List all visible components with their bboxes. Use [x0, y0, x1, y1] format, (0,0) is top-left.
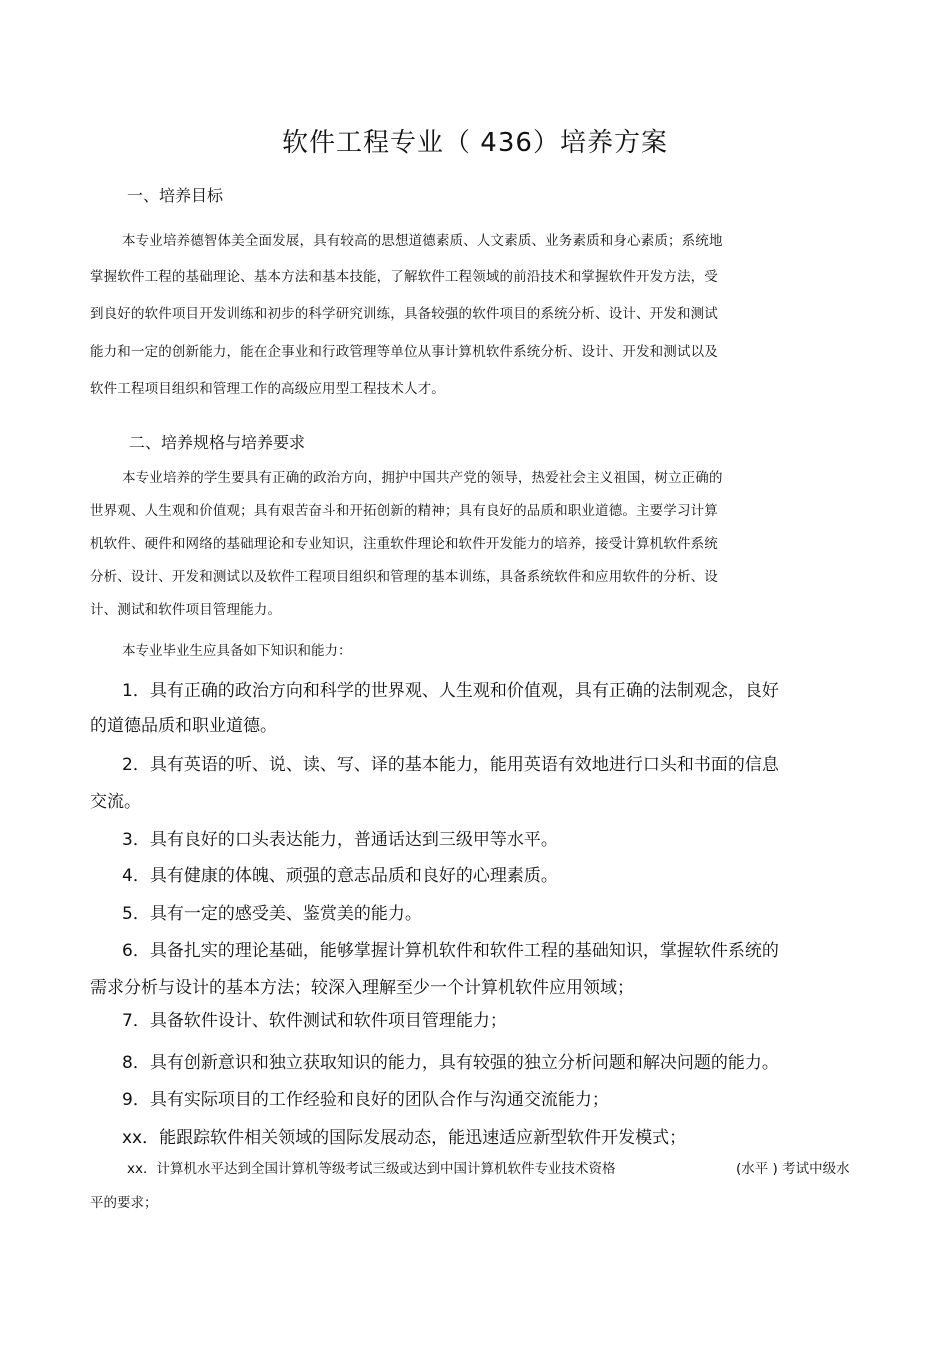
list-item-11-right: (水平 ) 考试中级水: [736, 1161, 850, 1177]
list-item-3: 3．具有良好的口头表达能力，普通话达到三级甲等水平。: [122, 830, 558, 850]
section-heading-requirements: 二、培养规格与培养要求: [129, 433, 306, 452]
list-item-8: 8．具有创新意识和独立获取知识的能力，具有较强的独立分析问题和解决问题的能力。: [122, 1053, 779, 1073]
list-item-2-cont: 交流。: [90, 792, 141, 812]
list-item-11-cont: 平的要求；: [90, 1195, 158, 1211]
paragraph-line: 能力和一定的创新能力，能在企事业和行政管理等单位从事计算机软件系统分析、设计、开发和测试以及: [90, 344, 718, 360]
list-item-1-cont: 的道德品质和职业道德。: [90, 716, 277, 736]
paragraph-line: 本专业培养的学生要具有正确的政治方向，拥护中国共产党的领导，热爱社会主义祖国，树立正确的: [122, 470, 723, 486]
list-item-9: 9．具有实际项目的工作经验和良好的团队合作与沟通交流能力；: [122, 1090, 609, 1110]
list-item-10: xx．能跟踪软件相关领域的国际发展动态，能迅速适应新型软件开发模式；: [122, 1128, 687, 1148]
list-item-6: 6．具备扎实的理论基础，能够掌握计算机软件和软件工程的基础知识，掌握软件系统的: [122, 941, 779, 961]
section-heading-objectives: 一、培养目标: [127, 186, 224, 205]
paragraph-line: 机软件、硬件和网络的基础理论和专业知识，注重软件理论和软件开发能力的培养，接受计算机软件系统: [90, 536, 718, 552]
list-item-5: 5．具有一定的感受美、鉴赏美的能力。: [122, 904, 422, 924]
list-item-6-cont: 需求分析与设计的基本方法；较深入理解至少一个计算机软件应用领域；: [90, 978, 634, 998]
paragraph-line: 本专业培养德智体美全面发展，具有较高的思想道德素质、人文素质、业务素质和身心素质；系统地: [122, 233, 723, 249]
paragraph-line: 计、测试和软件项目管理能力。: [90, 602, 282, 618]
list-item-1: 1．具有正确的政治方向和科学的世界观、人生观和价值观，具有正确的法制观念，良好: [122, 681, 779, 701]
requirements-intro: 本专业毕业生应具备如下知识和能力：: [122, 643, 352, 659]
paragraph-line: 分析、设计、开发和测试以及软件工程项目组织和管理的基本训练，具备系统软件和应用软件的分析、设: [90, 569, 718, 585]
list-item-7: 7．具备软件设计、软件测试和软件项目管理能力；: [122, 1011, 507, 1031]
list-item-4: 4．具有健康的体魄、顽强的意志品质和良好的心理素质。: [122, 866, 558, 886]
list-item-2: 2．具有英语的听、说、读、写、译的基本能力，能用英语有效地进行口头和书面的信息: [122, 755, 779, 775]
paragraph-line: 掌握软件工程的基础理论、基本方法和基本技能，了解软件工程领域的前沿技术和掌握软件开发方法，受: [90, 269, 718, 285]
paragraph-line: 世界观、人生观和价值观；具有艰苦奋斗和开拓创新的精神；具有良好的品质和职业道德。主要学习计算: [90, 503, 718, 519]
list-item-11: xx．计算机水平达到全国计算机等级考试三级或达到中国计算机软件专业技术资格: [127, 1161, 616, 1177]
page-title: 软件工程专业（ 436）培养方案: [282, 128, 668, 158]
paragraph-line: 到良好的软件项目开发训练和初步的科学研究训练，具备较强的软件项目的系统分析、设计、开发和测试: [90, 306, 718, 322]
paragraph-line: 软件工程项目组织和管理工作的高级应用型工程技术人才。: [90, 381, 445, 397]
